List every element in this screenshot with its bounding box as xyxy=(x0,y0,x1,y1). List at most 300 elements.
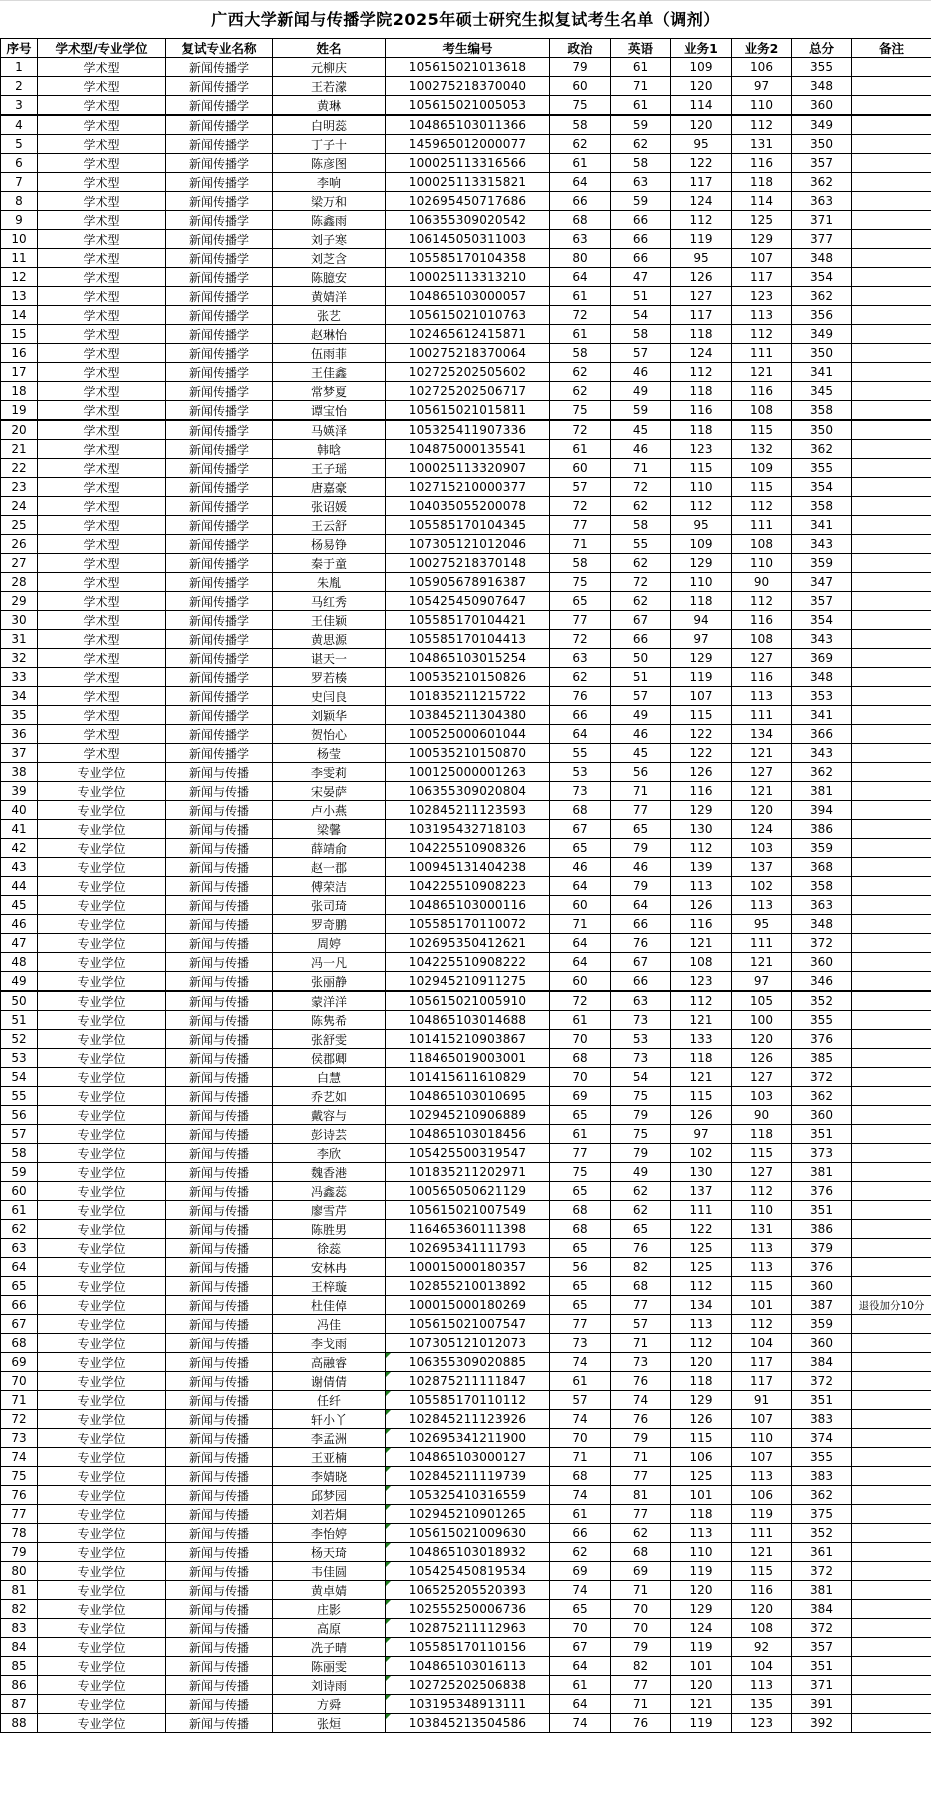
cell-candidate-id: 102945210906889 xyxy=(386,1106,550,1125)
cell-english: 50 xyxy=(611,649,671,668)
cell-error-marker-icon xyxy=(386,1695,391,1700)
table-row xyxy=(1,440,931,459)
cell-subject2: 107 xyxy=(732,249,792,268)
cell-total: 379 xyxy=(792,1239,852,1258)
cell-subject1: 115 xyxy=(671,706,732,725)
table-row xyxy=(1,1429,931,1448)
cell-remark xyxy=(852,1448,931,1467)
cell-total: 376 xyxy=(792,1258,852,1277)
table-row xyxy=(1,1087,931,1106)
cell-degree-type: 学术型 xyxy=(38,497,166,516)
cell-subject1: 112 xyxy=(671,497,732,516)
cell-major: 新闻与传播 xyxy=(166,1676,273,1695)
cell-remark xyxy=(852,516,931,535)
cell-degree-type: 学术型 xyxy=(38,573,166,592)
cell-subject2: 120 xyxy=(732,1030,792,1049)
cell-total: 341 xyxy=(792,516,852,535)
cell-candidate-id: 105615021013618 xyxy=(386,58,550,77)
cell-politics: 69 xyxy=(550,1087,611,1106)
cell-no: 22 xyxy=(1,459,38,478)
cell-remark xyxy=(852,420,931,440)
cell-english: 77 xyxy=(611,1296,671,1315)
cell-total: 360 xyxy=(792,96,852,116)
cell-english: 62 xyxy=(611,592,671,611)
cell-major: 新闻与传播 xyxy=(166,1182,273,1201)
cell-degree-type: 专业学位 xyxy=(38,801,166,820)
cell-subject2: 127 xyxy=(732,763,792,782)
cell-degree-type: 学术型 xyxy=(38,611,166,630)
header-major: 复试专业名称 xyxy=(166,39,273,58)
cell-subject2: 92 xyxy=(732,1638,792,1657)
cell-subject1: 121 xyxy=(671,1068,732,1087)
cell-subject2: 115 xyxy=(732,1277,792,1296)
cell-name: 陈丽雯 xyxy=(273,1657,386,1676)
cell-name: 张诏媛 xyxy=(273,497,386,516)
cell-total: 363 xyxy=(792,192,852,211)
cell-total: 375 xyxy=(792,1505,852,1524)
cell-english: 49 xyxy=(611,1163,671,1182)
table-row xyxy=(1,96,931,116)
cell-name: 李雯莉 xyxy=(273,763,386,782)
cell-total: 383 xyxy=(792,1410,852,1429)
header-degree-type: 学术型/专业学位 xyxy=(38,39,166,58)
cell-subject2: 121 xyxy=(732,744,792,763)
cell-major: 新闻与传播 xyxy=(166,1030,273,1049)
cell-english: 73 xyxy=(611,1049,671,1068)
cell-subject1: 125 xyxy=(671,1467,732,1486)
cell-subject1: 102 xyxy=(671,1144,732,1163)
cell-candidate-id: 102725202506717 xyxy=(386,382,550,401)
cell-candidate-id: 106355309020542 xyxy=(386,211,550,230)
cell-total: 355 xyxy=(792,58,852,77)
cell-no: 4 xyxy=(1,115,38,135)
cell-degree-type: 学术型 xyxy=(38,249,166,268)
cell-total: 341 xyxy=(792,706,852,725)
cell-remark xyxy=(852,306,931,325)
cell-total: 358 xyxy=(792,401,852,421)
cell-subject2: 105 xyxy=(732,991,792,1011)
cell-english: 62 xyxy=(611,1182,671,1201)
cell-no: 53 xyxy=(1,1049,38,1068)
cell-degree-type: 学术型 xyxy=(38,687,166,706)
cell-candidate-id: 102845211119739 xyxy=(386,1467,550,1486)
cell-name: 刘颖华 xyxy=(273,706,386,725)
cell-subject1: 118 xyxy=(671,1049,732,1068)
cell-candidate-id: 102715210000377 xyxy=(386,478,550,497)
cell-subject1: 95 xyxy=(671,249,732,268)
cell-degree-type: 学术型 xyxy=(38,230,166,249)
cell-english: 79 xyxy=(611,1144,671,1163)
cell-politics: 72 xyxy=(550,497,611,516)
cell-major: 新闻与传播 xyxy=(166,763,273,782)
cell-subject1: 134 xyxy=(671,1296,732,1315)
cell-major: 新闻与传播 xyxy=(166,877,273,896)
cell-subject1: 119 xyxy=(671,668,732,687)
cell-major: 新闻传播学 xyxy=(166,420,273,440)
cell-subject1: 94 xyxy=(671,611,732,630)
cell-total: 366 xyxy=(792,725,852,744)
cell-remark xyxy=(852,706,931,725)
cell-total: 357 xyxy=(792,1638,852,1657)
cell-subject2: 116 xyxy=(732,154,792,173)
cell-subject1: 116 xyxy=(671,401,732,421)
cell-subject1: 124 xyxy=(671,344,732,363)
cell-politics: 63 xyxy=(550,649,611,668)
cell-no: 23 xyxy=(1,478,38,497)
table-row xyxy=(1,991,931,1011)
table-row xyxy=(1,211,931,230)
cell-name: 卢小燕 xyxy=(273,801,386,820)
cell-degree-type: 学术型 xyxy=(38,401,166,421)
cell-major: 新闻与传播 xyxy=(166,1125,273,1144)
cell-subject2: 113 xyxy=(732,687,792,706)
cell-remark xyxy=(852,1068,931,1087)
cell-remark xyxy=(852,1258,931,1277)
cell-total: 359 xyxy=(792,554,852,573)
cell-subject2: 132 xyxy=(732,440,792,459)
cell-subject2: 112 xyxy=(732,1182,792,1201)
cell-degree-type: 专业学位 xyxy=(38,1087,166,1106)
cell-no: 37 xyxy=(1,744,38,763)
table-row xyxy=(1,1505,931,1524)
cell-name: 魏香港 xyxy=(273,1163,386,1182)
cell-subject2: 95 xyxy=(732,915,792,934)
cell-english: 53 xyxy=(611,1030,671,1049)
cell-subject2: 103 xyxy=(732,839,792,858)
cell-subject2: 104 xyxy=(732,1334,792,1353)
table-row xyxy=(1,953,931,972)
cell-name: 彭诗芸 xyxy=(273,1125,386,1144)
cell-remark: 退役加分10分 xyxy=(852,1296,931,1315)
cell-remark xyxy=(852,363,931,382)
cell-candidate-id: 103845211304380 xyxy=(386,706,550,725)
cell-total: 372 xyxy=(792,1619,852,1638)
cell-name: 丁子十 xyxy=(273,135,386,154)
cell-remark xyxy=(852,135,931,154)
table-row xyxy=(1,858,931,877)
table-row xyxy=(1,1600,931,1619)
cell-politics: 62 xyxy=(550,1543,611,1562)
cell-subject1: 113 xyxy=(671,1315,732,1334)
cell-candidate-id: 103845213504586 xyxy=(386,1714,550,1733)
table-row xyxy=(1,820,931,839)
cell-subject2: 125 xyxy=(732,211,792,230)
cell-name: 李孟洲 xyxy=(273,1429,386,1448)
cell-english: 81 xyxy=(611,1486,671,1505)
cell-subject1: 101 xyxy=(671,1486,732,1505)
cell-english: 62 xyxy=(611,135,671,154)
cell-major: 新闻与传播 xyxy=(166,1106,273,1125)
cell-name: 罗若楱 xyxy=(273,668,386,687)
cell-no: 73 xyxy=(1,1429,38,1448)
cell-politics: 75 xyxy=(550,96,611,116)
cell-no: 74 xyxy=(1,1448,38,1467)
cell-subject1: 119 xyxy=(671,1714,732,1733)
cell-subject1: 118 xyxy=(671,420,732,440)
cell-total: 350 xyxy=(792,135,852,154)
cell-major: 新闻传播学 xyxy=(166,58,273,77)
table-row xyxy=(1,1106,931,1125)
table-row xyxy=(1,706,931,725)
cell-name: 刘诗雨 xyxy=(273,1676,386,1695)
table-row xyxy=(1,1638,931,1657)
table-row xyxy=(1,1695,931,1714)
cell-major: 新闻传播学 xyxy=(166,382,273,401)
cell-no: 41 xyxy=(1,820,38,839)
cell-major: 新闻与传播 xyxy=(166,1372,273,1391)
cell-degree-type: 专业学位 xyxy=(38,934,166,953)
cell-subject2: 110 xyxy=(732,96,792,116)
cell-candidate-id: 102945210911275 xyxy=(386,972,550,992)
cell-english: 79 xyxy=(611,1429,671,1448)
table-row xyxy=(1,1391,931,1410)
cell-candidate-id: 104865103015254 xyxy=(386,649,550,668)
cell-no: 68 xyxy=(1,1334,38,1353)
cell-error-marker-icon xyxy=(386,1486,391,1491)
header-subject2: 业务2 xyxy=(732,39,792,58)
cell-degree-type: 学术型 xyxy=(38,173,166,192)
cell-subject2: 116 xyxy=(732,1581,792,1600)
cell-candidate-id: 101415611610829 xyxy=(386,1068,550,1087)
cell-english: 46 xyxy=(611,858,671,877)
cell-remark xyxy=(852,1581,931,1600)
table-row xyxy=(1,611,931,630)
cell-politics: 77 xyxy=(550,1144,611,1163)
cell-english: 70 xyxy=(611,1619,671,1638)
cell-total: 346 xyxy=(792,972,852,992)
cell-english: 46 xyxy=(611,440,671,459)
cell-candidate-id: 105585170104345 xyxy=(386,516,550,535)
cell-major: 新闻与传播 xyxy=(166,1277,273,1296)
cell-major: 新闻与传播 xyxy=(166,1087,273,1106)
cell-total: 352 xyxy=(792,1524,852,1543)
cell-major: 新闻与传播 xyxy=(166,1600,273,1619)
cell-subject2: 137 xyxy=(732,858,792,877)
cell-remark xyxy=(852,478,931,497)
cell-name: 史闫良 xyxy=(273,687,386,706)
cell-subject1: 118 xyxy=(671,382,732,401)
cell-politics: 75 xyxy=(550,1163,611,1182)
cell-subject2: 90 xyxy=(732,1106,792,1125)
cell-subject2: 112 xyxy=(732,325,792,344)
cell-no: 36 xyxy=(1,725,38,744)
cell-english: 76 xyxy=(611,1714,671,1733)
cell-degree-type: 专业学位 xyxy=(38,1334,166,1353)
cell-candidate-id: 105585170104413 xyxy=(386,630,550,649)
cell-total: 386 xyxy=(792,820,852,839)
cell-total: 372 xyxy=(792,1562,852,1581)
cell-total: 362 xyxy=(792,763,852,782)
cell-total: 372 xyxy=(792,934,852,953)
cell-subject1: 101 xyxy=(671,1657,732,1676)
cell-no: 28 xyxy=(1,573,38,592)
cell-subject1: 123 xyxy=(671,440,732,459)
cell-candidate-id: 102725202505602 xyxy=(386,363,550,382)
cell-remark xyxy=(852,1695,931,1714)
cell-error-marker-icon xyxy=(386,1505,391,1510)
cell-no: 13 xyxy=(1,287,38,306)
cell-candidate-id: 104225510908222 xyxy=(386,953,550,972)
cell-total: 384 xyxy=(792,1600,852,1619)
cell-candidate-id: 100275218370064 xyxy=(386,344,550,363)
cell-remark xyxy=(852,230,931,249)
cell-subject1: 137 xyxy=(671,1182,732,1201)
cell-total: 349 xyxy=(792,325,852,344)
cell-degree-type: 专业学位 xyxy=(38,1524,166,1543)
cell-remark xyxy=(852,839,931,858)
cell-subject2: 101 xyxy=(732,1296,792,1315)
cell-name: 庄影 xyxy=(273,1600,386,1619)
cell-english: 57 xyxy=(611,1315,671,1334)
cell-candidate-id: 102695341211900 xyxy=(386,1429,550,1448)
cell-degree-type: 学术型 xyxy=(38,630,166,649)
cell-english: 56 xyxy=(611,763,671,782)
cell-name: 杨天琦 xyxy=(273,1543,386,1562)
cell-no: 11 xyxy=(1,249,38,268)
cell-major: 新闻与传播 xyxy=(166,1581,273,1600)
table-row xyxy=(1,554,931,573)
cell-subject2: 120 xyxy=(732,1600,792,1619)
cell-degree-type: 学术型 xyxy=(38,535,166,554)
cell-subject1: 112 xyxy=(671,1334,732,1353)
cell-subject1: 114 xyxy=(671,96,732,116)
cell-english: 66 xyxy=(611,211,671,230)
table-row xyxy=(1,649,931,668)
cell-total: 381 xyxy=(792,782,852,801)
cell-name: 李欣 xyxy=(273,1144,386,1163)
cell-subject1: 97 xyxy=(671,1125,732,1144)
cell-major: 新闻与传播 xyxy=(166,991,273,1011)
cell-english: 68 xyxy=(611,1277,671,1296)
cell-major: 新闻与传播 xyxy=(166,1714,273,1733)
cell-subject2: 90 xyxy=(732,573,792,592)
cell-politics: 67 xyxy=(550,1638,611,1657)
cell-error-marker-icon xyxy=(386,1372,391,1377)
cell-name: 王梓璇 xyxy=(273,1277,386,1296)
cell-total: 354 xyxy=(792,478,852,497)
cell-english: 71 xyxy=(611,1448,671,1467)
cell-name: 白明蕊 xyxy=(273,115,386,135)
cell-total: 357 xyxy=(792,592,852,611)
cell-subject2: 110 xyxy=(732,1201,792,1220)
cell-english: 67 xyxy=(611,953,671,972)
cell-major: 新闻与传播 xyxy=(166,1258,273,1277)
cell-subject1: 139 xyxy=(671,858,732,877)
cell-degree-type: 专业学位 xyxy=(38,763,166,782)
cell-no: 24 xyxy=(1,497,38,516)
cell-politics: 53 xyxy=(550,763,611,782)
cell-degree-type: 学术型 xyxy=(38,115,166,135)
cell-english: 64 xyxy=(611,896,671,915)
cell-name: 陈彦图 xyxy=(273,154,386,173)
cell-degree-type: 专业学位 xyxy=(38,1315,166,1334)
cell-english: 71 xyxy=(611,1334,671,1353)
cell-name: 李响 xyxy=(273,173,386,192)
cell-candidate-id: 103195432718103 xyxy=(386,820,550,839)
cell-subject2: 116 xyxy=(732,611,792,630)
cell-subject2: 108 xyxy=(732,630,792,649)
cell-major: 新闻与传播 xyxy=(166,858,273,877)
cell-english: 58 xyxy=(611,516,671,535)
cell-remark xyxy=(852,1201,931,1220)
cell-politics: 62 xyxy=(550,363,611,382)
table-row xyxy=(1,1714,931,1733)
table-row xyxy=(1,192,931,211)
cell-english: 71 xyxy=(611,77,671,96)
cell-english: 57 xyxy=(611,687,671,706)
cell-subject1: 112 xyxy=(671,1277,732,1296)
cell-candidate-id: 105585170104358 xyxy=(386,249,550,268)
cell-remark xyxy=(852,649,931,668)
cell-major: 新闻传播学 xyxy=(166,211,273,230)
cell-name: 戴容与 xyxy=(273,1106,386,1125)
cell-subject1: 124 xyxy=(671,192,732,211)
cell-no: 42 xyxy=(1,839,38,858)
cell-major: 新闻传播学 xyxy=(166,706,273,725)
cell-total: 371 xyxy=(792,211,852,230)
cell-english: 59 xyxy=(611,401,671,421)
cell-subject2: 113 xyxy=(732,306,792,325)
cell-remark xyxy=(852,1315,931,1334)
cell-degree-type: 学术型 xyxy=(38,363,166,382)
cell-candidate-id: 100015000180357 xyxy=(386,1258,550,1277)
cell-politics: 74 xyxy=(550,1714,611,1733)
cell-total: 351 xyxy=(792,1657,852,1676)
table-row xyxy=(1,1296,931,1315)
cell-english: 75 xyxy=(611,1087,671,1106)
cell-english: 61 xyxy=(611,96,671,116)
table-row xyxy=(1,287,931,306)
cell-subject1: 126 xyxy=(671,763,732,782)
cell-english: 55 xyxy=(611,535,671,554)
cell-english: 79 xyxy=(611,1106,671,1125)
cell-subject2: 127 xyxy=(732,1163,792,1182)
table-row xyxy=(1,325,931,344)
cell-subject2: 113 xyxy=(732,1467,792,1486)
cell-english: 66 xyxy=(611,630,671,649)
cell-no: 81 xyxy=(1,1581,38,1600)
table-row xyxy=(1,1334,931,1353)
cell-subject2: 117 xyxy=(732,1353,792,1372)
cell-subject2: 97 xyxy=(732,77,792,96)
cell-subject1: 118 xyxy=(671,325,732,344)
cell-politics: 65 xyxy=(550,839,611,858)
cell-degree-type: 专业学位 xyxy=(38,1429,166,1448)
cell-degree-type: 专业学位 xyxy=(38,1657,166,1676)
cell-degree-type: 专业学位 xyxy=(38,1049,166,1068)
cell-subject1: 95 xyxy=(671,516,732,535)
table-row xyxy=(1,1144,931,1163)
cell-remark xyxy=(852,1087,931,1106)
cell-name: 任纤 xyxy=(273,1391,386,1410)
cell-remark xyxy=(852,972,931,992)
table-row xyxy=(1,915,931,934)
cell-candidate-id: 106145050311003 xyxy=(386,230,550,249)
cell-subject2: 123 xyxy=(732,287,792,306)
cell-total: 381 xyxy=(792,1163,852,1182)
cell-subject1: 130 xyxy=(671,820,732,839)
cell-major: 新闻与传播 xyxy=(166,1657,273,1676)
cell-remark xyxy=(852,1638,931,1657)
cell-remark xyxy=(852,1676,931,1695)
table-row xyxy=(1,592,931,611)
cell-politics: 66 xyxy=(550,706,611,725)
table-row xyxy=(1,154,931,173)
cell-remark xyxy=(852,1239,931,1258)
cell-english: 68 xyxy=(611,1543,671,1562)
cell-name: 谭宝怡 xyxy=(273,401,386,421)
cell-major: 新闻传播学 xyxy=(166,478,273,497)
